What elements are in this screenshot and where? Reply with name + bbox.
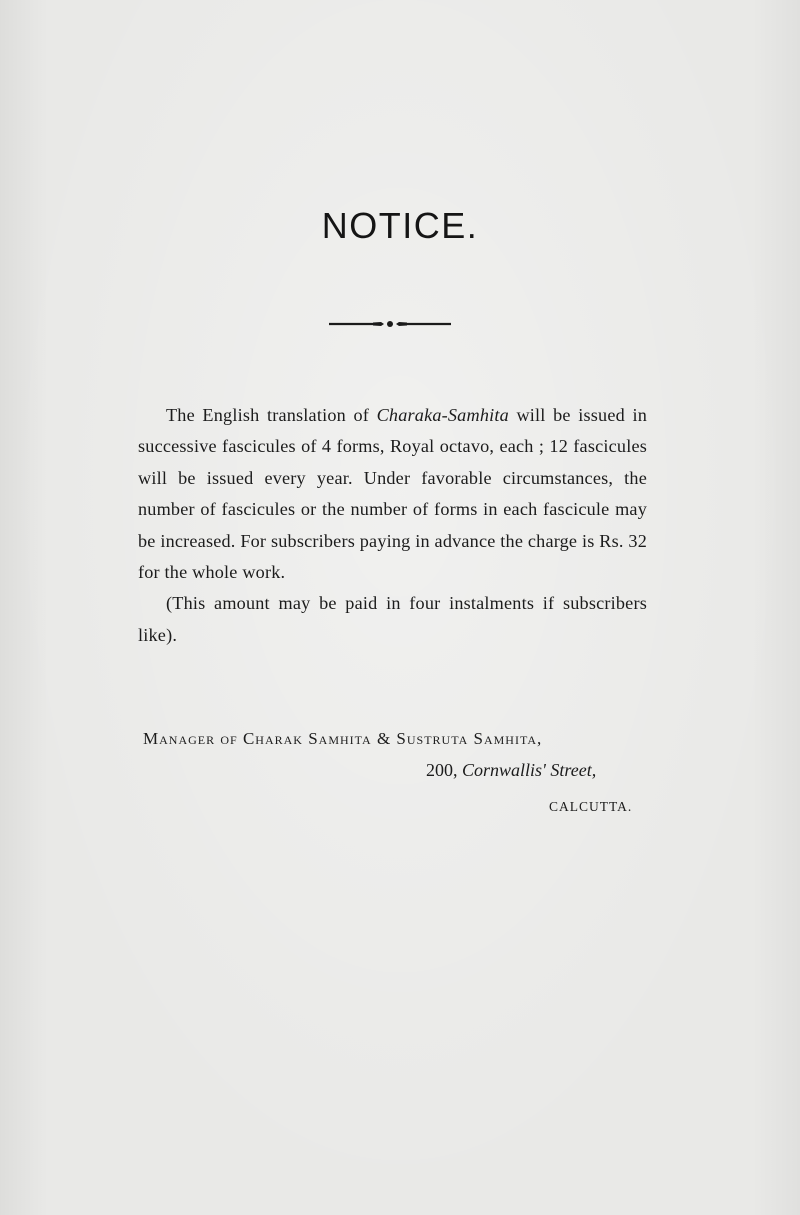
notice-paragraph-1 bbox=[138, 400, 647, 588]
paragraph-1-text-start: The English translation of bbox=[166, 405, 377, 425]
notice-body bbox=[138, 400, 647, 651]
address-number: 200, bbox=[426, 760, 462, 780]
ornament-divider-icon bbox=[329, 317, 451, 331]
work-title: Charaka-Samhita bbox=[376, 405, 509, 425]
paragraph-1-text-end: will be issued in successive fascicules of 4 forms, Royal octavo, each ; 12 fascicules will be issued every year. Under favorable circumstances, the number of fascicules or the number of forms in each fascicule may be increased. For subscribers paying in advance the charge is Rs. 32 for the whole work. bbox=[138, 405, 647, 583]
address-street: Cornwallis' Street, bbox=[462, 760, 597, 780]
notice-title: NOTICE. bbox=[321, 205, 479, 246]
manager-line: Manager of Charak Samhita & Sustruta Samhita, bbox=[143, 729, 543, 748]
notice-paragraph-2: (This amount may be paid in four instalments if subscribers like). bbox=[138, 593, 647, 645]
address-line bbox=[426, 760, 596, 781]
city-line: CALCUTTA. bbox=[549, 799, 633, 814]
